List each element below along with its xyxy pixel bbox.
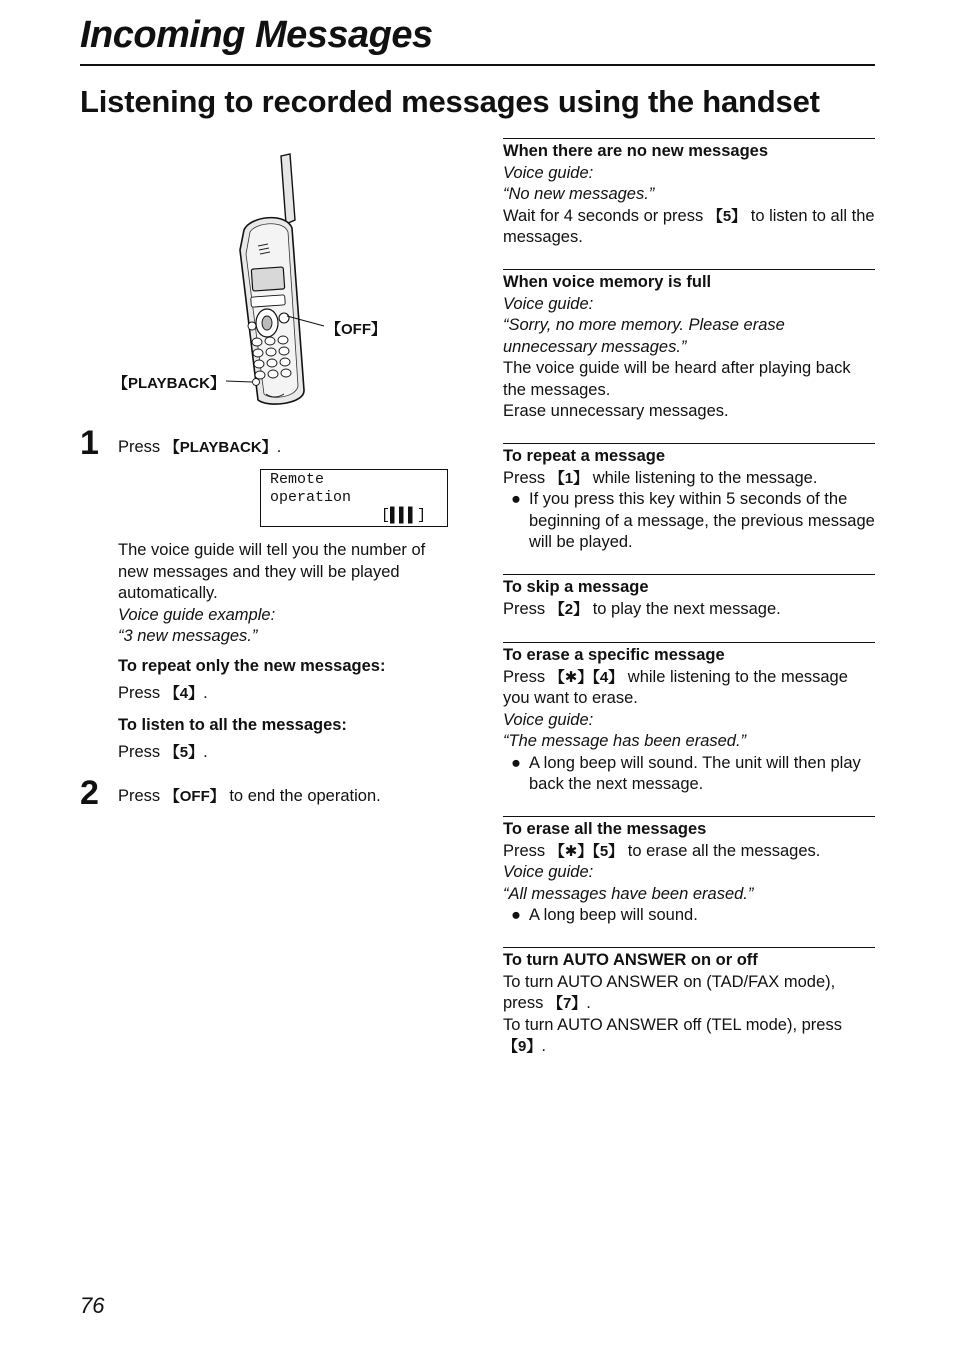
- playback-key: 【PLAYBACK】: [164, 439, 277, 456]
- bullet-icon: ●: [511, 753, 521, 772]
- off-button-callout: 【OFF】: [326, 321, 386, 338]
- block-text: [503, 972, 875, 1015]
- voice-guide-label: Voice guide:: [503, 163, 594, 182]
- period: .: [203, 743, 208, 761]
- press-text: Press: [503, 468, 550, 487]
- block-text: Erase unnecessary messages.: [503, 402, 729, 420]
- block-heading: To turn AUTO ANSWER on or off: [503, 951, 758, 969]
- block-heading: When there are no new messages: [503, 142, 769, 160]
- step1-para: The voice guide will tell you the number of new messages and they will be played automatically.: [118, 541, 426, 602]
- off-key: 【OFF】: [164, 788, 225, 805]
- bullet-item: [503, 489, 875, 554]
- voice-guide-label: Voice guide:: [503, 863, 594, 881]
- bullet-text: A long beep will sound. The unit will then play back the next message.: [529, 753, 861, 793]
- bullet-item: [503, 753, 875, 796]
- voice-guide-text: “All messages have been erased.”: [503, 884, 754, 903]
- period: .: [541, 1037, 546, 1055]
- step-number: 1: [80, 424, 99, 462]
- step2-instruction: [118, 786, 381, 808]
- voice-guide-text: “Sorry, no more memory. Please erase unnecessary messages.”: [503, 316, 785, 356]
- press-text: Press: [118, 787, 165, 805]
- step2-end: to end the operation.: [224, 787, 381, 805]
- key-2: 【2】: [549, 600, 589, 618]
- text-part: while listening to the message you want to erase.: [503, 667, 848, 707]
- chapter-title: Incoming Messages: [80, 14, 433, 56]
- bullet-item: [503, 905, 875, 927]
- press-text: Press: [118, 684, 165, 702]
- key-9: 【9】: [503, 1038, 542, 1055]
- voice-guide-text: “3 new messages.”: [118, 627, 258, 645]
- key-5: 【5】: [707, 207, 747, 225]
- text-part: To turn AUTO ANSWER off (TEL mode), press: [503, 1015, 842, 1034]
- voice-guide-text: “The message has been erased.”: [503, 732, 747, 750]
- block-text: [503, 667, 875, 710]
- bullet-icon: ●: [511, 906, 521, 924]
- text-part: Wait for 4 seconds or press: [503, 206, 708, 225]
- block-heading: To repeat a message: [503, 447, 666, 465]
- block-heading: When voice memory is full: [503, 273, 712, 291]
- block-text: [503, 206, 875, 249]
- display-line2: operation: [270, 489, 352, 506]
- repeat-new-heading: To repeat only the new messages:: [118, 657, 386, 675]
- battery-icon: [▌▌▌]: [380, 507, 426, 524]
- step1-press: Press: [118, 438, 165, 456]
- handset-display: [260, 469, 448, 527]
- voice-guide-label: Voice guide:: [503, 294, 594, 313]
- no-new-messages-block: [503, 138, 875, 249]
- bullet-icon: ●: [511, 490, 521, 508]
- key-star-5: 【✱】【5】: [549, 842, 624, 860]
- step1-end: .: [276, 438, 282, 456]
- page-number: 76: [80, 1293, 105, 1318]
- key-7: 【7】: [547, 995, 587, 1012]
- repeat-new-instruction: [118, 683, 208, 705]
- text-part: to play the next message.: [588, 599, 781, 618]
- key-5: 【5】: [164, 744, 204, 761]
- playback-button-callout: 【PLAYBACK】: [113, 375, 225, 392]
- text-part: while listening to the message.: [588, 468, 818, 487]
- block-text: [503, 468, 875, 490]
- section-title: Listening to recorded messages using the handset: [80, 84, 820, 119]
- key-star-4: 【✱】【4】: [549, 668, 624, 686]
- bullet-text: If you press this key within 5 seconds of the beginning of a message, the previous message will be played.: [529, 490, 875, 551]
- text-part: to erase all the messages.: [623, 841, 821, 860]
- bullet-text: A long beep will sound.: [529, 906, 698, 924]
- press-text: Press: [118, 743, 165, 761]
- auto-answer-block: [503, 947, 875, 1058]
- block-text: [503, 841, 875, 863]
- step1-instruction: [118, 437, 281, 459]
- chapter-divider: [80, 64, 875, 66]
- skip-message-block: [503, 574, 875, 620]
- step-number: 2: [80, 774, 99, 812]
- memory-full-block: [503, 269, 875, 423]
- voice-guide-label: Voice guide example:: [118, 605, 276, 624]
- step1-description: [118, 540, 453, 648]
- listen-all-heading: To listen to all the messages:: [118, 716, 347, 734]
- voice-guide-text: “No new messages.”: [503, 185, 655, 203]
- display-line1: Remote: [270, 471, 325, 488]
- press-text: Press: [503, 841, 550, 860]
- press-text: Press: [503, 667, 550, 686]
- period: .: [586, 994, 591, 1012]
- text-part: To turn AUTO ANSWER on (TAD/FAX mode), press: [503, 972, 836, 1012]
- text-part: to listen to all the messages.: [503, 206, 875, 246]
- erase-specific-block: [503, 642, 875, 796]
- repeat-message-block: [503, 443, 875, 554]
- block-heading: To erase all the messages: [503, 820, 707, 838]
- key-1: 【1】: [549, 469, 589, 487]
- block-heading: To skip a message: [503, 578, 649, 596]
- period: .: [203, 684, 208, 702]
- block-text: [503, 599, 875, 621]
- press-text: Press: [503, 599, 550, 618]
- key-4: 【4】: [164, 685, 204, 702]
- block-text: The voice guide will be heard after playing back the messages.: [503, 359, 851, 399]
- listen-all-instruction: [118, 742, 208, 764]
- voice-guide-label: Voice guide:: [503, 710, 594, 729]
- erase-all-block: [503, 816, 875, 927]
- block-heading: To erase a specific message: [503, 646, 725, 664]
- block-text: [503, 1015, 875, 1058]
